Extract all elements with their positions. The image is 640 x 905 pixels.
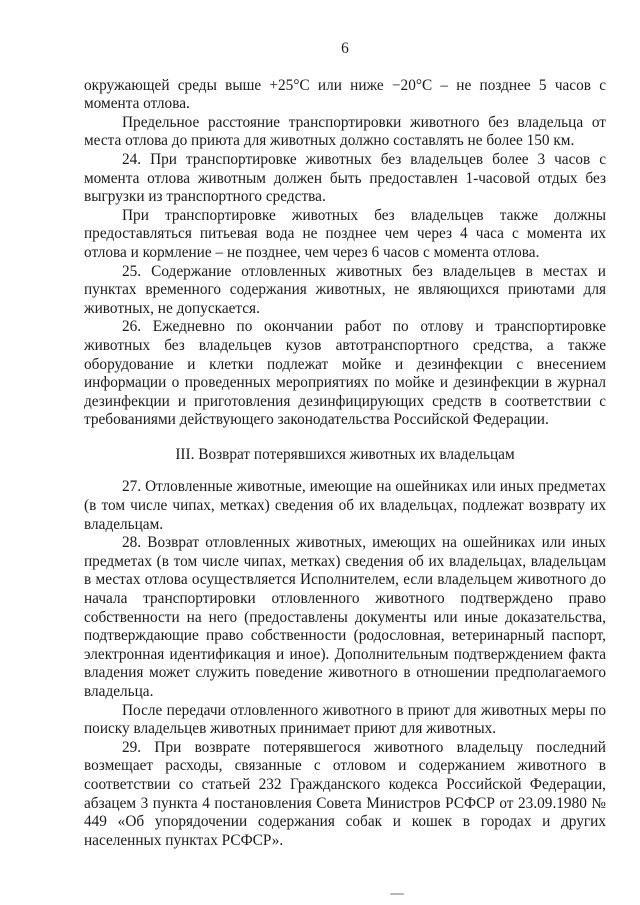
section-heading: III. Возврат потерявшихся животных их владельцам (175, 445, 515, 463)
paragraph-item-28: 28. Возврат отловленных животных, имеющих на ошейниках или иных предметах (в том числе чипах, метках) сведения об их владельцах, владельцам в местах отлова осуществляется Исполнителем, если владельцем животного до начала транспортировки отловленного животного подтверждено право собственности на него (предоставлены документы или иные доказательства, подтверждающие право собственности (родословная, ветеринарный паспорт, электронная идентификация и иное). Дополнительным подтверждением факта владения может служить поведение животного в отношении предполагаемого владельца. (84, 534, 606, 700)
paragraph-item-24: 24. При транспортировке животных без владельцев более 3 часов с момента отлова животным должен быть предоставлен 1-часовой отдых без выгрузки из транспортного средства. (84, 150, 606, 206)
paragraph-continuation: окружающей среды выше +25°С или ниже −20°С – не позднее 5 часов с момента отлова. (84, 76, 606, 113)
paragraph-water-feeding: При транспортировке животных без владельцев также должны предоставляться питьевая вода не позднее чем через 4 часа с момента их отлова и кормление – не позднее, чем через 6 часов с момента отлова. (84, 206, 606, 261)
scan-artifact (390, 893, 404, 895)
page-number: 6 (341, 40, 349, 57)
paragraph-transport-distance: Предельное расстояние транспортировки животного без владельца от места отлова до приюта для животных должно составлять не более 150 км. (84, 113, 606, 150)
paragraph-item-29: 29. При возврате потерявшегося животного владельцу последний возмещает расходы, связанные с отловом и содержанием животного в соответствии со статьей 232 Гражданского кодекса Российской Федерации, абзацем 3 пункта 4 постановления Совета Министров РСФСР от 23.09.1980 № 449 «Об упорядочении содержания собак и кошек в городах и других населенных пунктах РСФСР». (84, 738, 606, 849)
paragraph-shelter-search: После передачи отловленного животного в приют для животных меры по поиску владельцев животных принимает приют для животных. (84, 701, 606, 738)
paragraph-item-26: 26. Ежедневно по окончании работ по отлову и транспортировке животных без владельцев кузов автотранспортного средства, а также оборудование и клетки подлежат мойке и дезинфекции с внесением информации о проведенных мероприятиях по мойке и дезинфекции в журнал дезинфекции и приготовления дезинфицирующих средств в соответствии с требованиями действующего законодательства Российской Федерации. (84, 318, 606, 429)
document-page (84, 40, 606, 850)
paragraph-item-27: 27. Отловленные животные, имеющие на ошейниках или иных предметах (в том числе чипах, метках) сведения об их владельцах, подлежат возврату их владельцам. (84, 478, 606, 533)
paragraph-item-25: 25. Содержание отловленных животных без владельцев в местах и пунктах временного содержания животных, не являющихся приютами для животных, не допускается. (84, 262, 606, 317)
